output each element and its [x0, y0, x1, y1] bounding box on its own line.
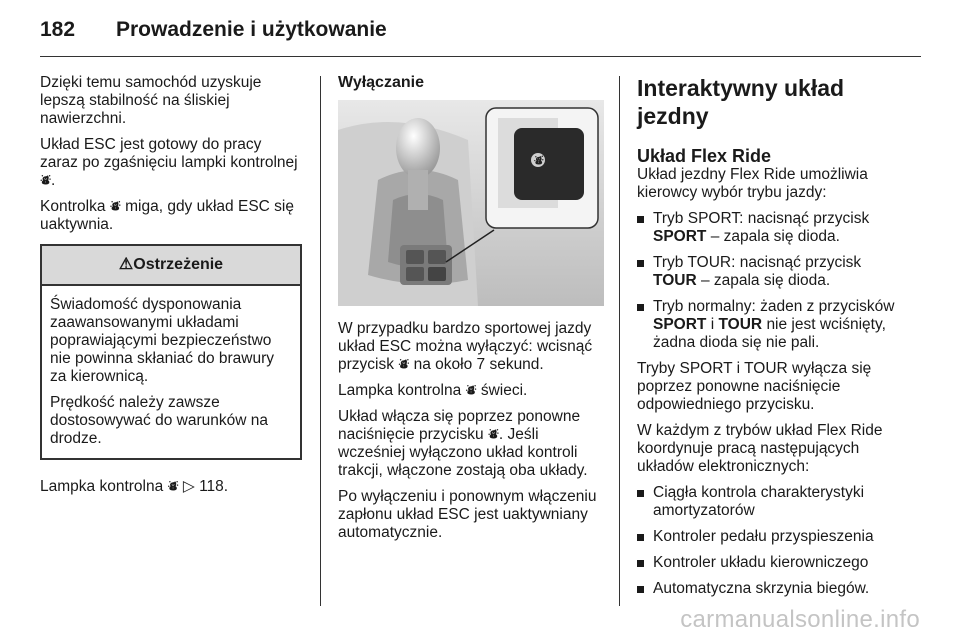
paragraph — [40, 198, 302, 234]
paragraph: W każdym z trybów układ Flex Ride koordynuje pracą następujących układów elektronicznych: — [637, 422, 883, 475]
paragraph-text: świeci. — [480, 382, 528, 399]
warning-title: Ostrzeżenie — [133, 256, 224, 273]
esc-lamp-icon: ⛇ — [40, 175, 51, 187]
paragraph-text: na około 7 sekund. — [413, 356, 544, 373]
warning-paragraph: Prędkość należy zawsze dostosowywać do warunków na drodze. — [50, 394, 268, 447]
page-number: 182 — [40, 18, 76, 41]
list-item: Automatyczna skrzynia biegów. — [637, 580, 907, 598]
column-divider-2 — [619, 76, 620, 606]
list-item: Ciągła kontrola charakterystyki amortyzatorów — [637, 484, 907, 520]
paragraph: Układ ESC jest gotowy do pracy zaraz po zgaśnięciu lampki kontrolnej ⛇. — [40, 136, 298, 189]
section-heading: Wyłączanie — [338, 74, 424, 91]
column-2 — [338, 74, 604, 550]
paragraph: Po wyłączeniu i ponownym włączeniu zapłonu układ ESC jest uaktywniany automatycznie. — [338, 488, 597, 541]
column-divider-1 — [320, 76, 321, 606]
paragraph-text: Lampka kontrolna — [338, 382, 462, 399]
paragraph-text: miga, gdy układ ESC się uaktywnia. — [40, 198, 294, 233]
esc-lamp-icon: ⛇ — [167, 481, 179, 493]
paragraph — [338, 320, 604, 374]
warning-body — [42, 286, 300, 458]
column-1 — [40, 74, 302, 504]
paragraph-text: Układ ESC jest gotowy do pracy zaraz po zgaśnięciu lampki kontrolnej — [40, 136, 298, 171]
column-3 — [637, 74, 907, 606]
esc-off-icon: ⛇ — [487, 429, 499, 441]
list-item: Kontroler układu kierowniczego — [637, 554, 907, 572]
paragraph: Tryby SPORT i TOUR wyłącza się poprzez ponowne naciśnięcie odpowiedniego przycisku. — [637, 360, 872, 413]
watermark: carmanualsonline.info — [680, 606, 920, 633]
paragraph-text: W przypadku bardzo sportowej jazdy układ ESC można wyłączyć: wcisnąć przycisk — [338, 320, 593, 373]
list-item: Tryb TOUR: nacisnąć przycisk TOUR – zapala się dioda. — [637, 254, 907, 290]
svg-text:⛇: ⛇ — [534, 156, 544, 167]
esc-button-photo — [338, 100, 604, 306]
warning-header — [42, 246, 300, 286]
subsection-heading: Układ Flex Ride — [637, 146, 772, 166]
paragraph-text: Kontrolka — [40, 198, 106, 215]
systems-list — [637, 484, 907, 598]
warning-paragraph: Świadomość dysponowania zaawansowanymi układami poprawiającymi bezpieczeństwo nie powinna skłaniać do brawury za kierownicą. — [50, 296, 275, 385]
paragraph — [338, 408, 604, 480]
page-header — [40, 18, 387, 42]
warning-triangle-icon: ⚠ — [118, 256, 134, 273]
page-ref-icon: ▷ — [182, 478, 195, 495]
header-divider — [40, 56, 921, 57]
warning-box — [40, 244, 302, 460]
section-heading: Interaktywny układ jezdny — [637, 75, 845, 129]
paragraph: Dzięki temu samochód uzyskuje lepszą stabilność na śliskiej nawierzchni. — [40, 74, 262, 127]
esc-off-icon: ⛇ — [398, 359, 410, 371]
list-item: Tryb normalny: żaden z przycisków SPORT i TOUR nie jest wciśnięty, żadna dioda się nie pali. — [637, 298, 907, 352]
modes-list — [637, 210, 907, 352]
page-title: Prowadzenie i użytkowanie — [116, 18, 387, 41]
list-item: Tryb SPORT: nacisnąć przycisk SPORT – zapala się dioda. — [637, 210, 907, 246]
paragraph-text: Lampka kontrolna — [40, 478, 164, 495]
paragraph: Układ jezdny Flex Ride umożliwia kierowcy wybór trybu jazdy: — [637, 166, 868, 201]
esc-lamp-icon: ⛇ — [109, 201, 121, 213]
paragraph-text: Układ włącza się poprzez ponowne naciśnięcie przycisku — [338, 408, 581, 443]
paragraph — [40, 478, 302, 496]
list-item: Kontroler pedału przyspieszenia — [637, 528, 907, 546]
page-ref: 118. — [199, 478, 229, 495]
esc-off-icon: ⛇ — [465, 385, 477, 397]
paragraph-text: . Jeśli wcześniej wyłączono układ kontroli trakcji, włączone zostają oba układy. — [338, 426, 588, 479]
paragraph — [338, 382, 604, 400]
